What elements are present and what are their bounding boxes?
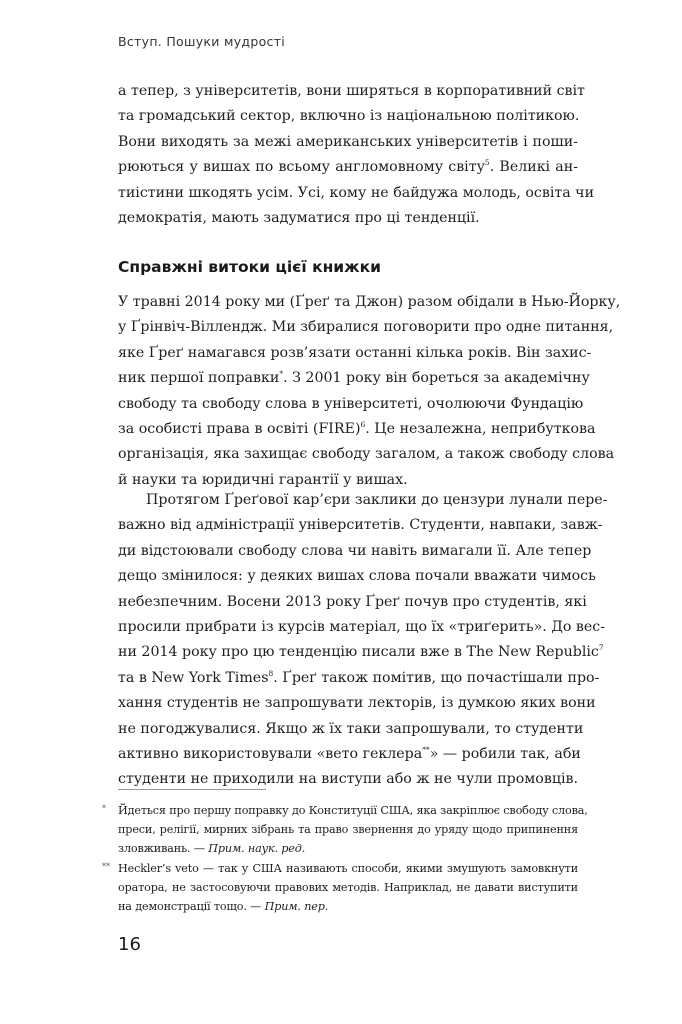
text-line: небезпечним. Восени 2013 року Ґреґ почув про студентів, які bbox=[118, 593, 587, 610]
footnote-line: Йдеться про першу поправку до Конституції США, яка закріплює свободу слова, bbox=[118, 804, 588, 817]
text-line: просили прибрати із курсів матеріал, що їх «триґерить». До вес- bbox=[118, 619, 606, 636]
footnote-mark: ** bbox=[102, 861, 110, 871]
text-segment: на демонстрації тощо. — bbox=[118, 900, 265, 914]
footnote-divider bbox=[118, 789, 266, 790]
text-line: й науки та юридичні гарантії у вишах. bbox=[118, 471, 408, 488]
text-line: ди відстоювали свободу слова чи навіть вимагали її. Але тепер bbox=[118, 542, 592, 559]
running-head: Вступ. Пошуки мудрості bbox=[118, 34, 286, 49]
text-segment: . Великі ан- bbox=[489, 159, 578, 176]
footnote-line: Heckler’s veto — так у США називають способи, якими змушують замовкнути bbox=[118, 861, 578, 875]
text-segment: . Ґреґ також помітив, що почастішали про- bbox=[273, 669, 600, 686]
text-line bbox=[118, 666, 600, 691]
text-line: У травні 2014 року ми (Ґреґ та Джон) разом обідали в Нью-Йорку, bbox=[118, 294, 621, 310]
translator-note: Прим. пер. bbox=[264, 900, 329, 914]
page-number: 16 bbox=[118, 934, 141, 955]
text-line: організація, яка захищає свободу загалом, а також свободу слова bbox=[118, 446, 615, 463]
text-line bbox=[118, 640, 604, 665]
text-line: у Ґрінвіч-Віллендж. Ми збиралися поговорити про одне питання, bbox=[118, 319, 614, 336]
text-line: демократія, мають задуматися про ці тенденції. bbox=[118, 210, 480, 227]
footnote-line: преси, релігії, мирних зібрань та право звернення до уряду щодо припинення bbox=[118, 823, 578, 837]
paragraph-2 bbox=[118, 290, 621, 493]
text-segment: рюються у вишах по всьому англомовному світу bbox=[118, 159, 485, 176]
text-line: свободу та свободу слова в університеті, очолюючи Фундацію bbox=[118, 395, 584, 412]
endnote-ref: 7 bbox=[598, 643, 604, 653]
text-line: та громадський сектор, включно із національною політикою. bbox=[118, 108, 580, 125]
footnotes bbox=[102, 801, 588, 916]
paragraph-1 bbox=[118, 79, 595, 231]
footnote-line bbox=[118, 897, 578, 916]
text-line bbox=[118, 417, 596, 442]
text-segment: за особисті права в освіті (FIRE) bbox=[118, 421, 361, 438]
footnote-mark: * bbox=[102, 804, 106, 813]
footnote bbox=[102, 801, 588, 859]
text-segment: . Це незалежна, неприбуткова bbox=[365, 421, 596, 438]
section-heading: Справжні витоки цієї книжки bbox=[118, 258, 381, 276]
footnote-ref: ** bbox=[422, 745, 430, 755]
text-line bbox=[118, 366, 590, 391]
footnote bbox=[102, 859, 578, 917]
text-line: хання студентів не запрошувати лекторів, із думкою яких вони bbox=[118, 695, 596, 712]
text-line: тиістини шкодять усім. Усі, кому не байдужа молодь, освіта чи bbox=[118, 184, 595, 201]
endnote-ref: 8 bbox=[268, 668, 274, 678]
endnote-ref: 5 bbox=[484, 158, 490, 168]
text-line bbox=[118, 155, 578, 180]
endnote-ref: 6 bbox=[360, 420, 366, 430]
text-line: Вони виходять за межі американських університетів і пoши- bbox=[118, 133, 578, 150]
text-segment: та в New York Times bbox=[118, 669, 269, 686]
paragraph-3 bbox=[118, 488, 608, 793]
text-line: яке Ґреґ намагався розв’язати останні кілька років. Він захис- bbox=[118, 344, 592, 361]
text-segment: ник першої поправки bbox=[118, 370, 280, 387]
footnote-ref: * bbox=[279, 369, 284, 379]
text-line bbox=[118, 742, 581, 767]
footnote-line bbox=[118, 839, 578, 858]
text-line: дещо змінилося: у деяких вишах слова почали вважати чимось bbox=[118, 568, 596, 585]
text-line: Протягом Ґреґової кар’єри заклики до цензури лунали пере- bbox=[146, 492, 608, 508]
text-segment: ни 2014 року про цю тенденцію писали вже в The New Republic bbox=[118, 644, 599, 661]
text-line: не погоджувалися. Якщо ж їх таки запрошували, то студенти bbox=[118, 720, 584, 737]
text-line: студенти не приходили на виступи або ж не чули промовців. bbox=[118, 771, 578, 788]
text-segment: . З 2001 року він бореться за академічну bbox=[283, 370, 590, 387]
editor-note: Прим. наук. ред. bbox=[208, 842, 306, 856]
text-segment: » — робили так, аби bbox=[429, 746, 581, 763]
text-segment: зловживань. — bbox=[118, 842, 209, 856]
text-segment: активно використовували «вето геклера bbox=[118, 746, 423, 763]
text-line: важно від адміністрації університетів. Студенти, навпаки, завж- bbox=[118, 517, 603, 534]
footnote-line: оратора, не застосовуючи правових методів. Наприклад, не давати виступити bbox=[118, 880, 578, 894]
text-line: а тепер, з університетів, вони ширяться в корпоративний світ bbox=[118, 83, 585, 99]
